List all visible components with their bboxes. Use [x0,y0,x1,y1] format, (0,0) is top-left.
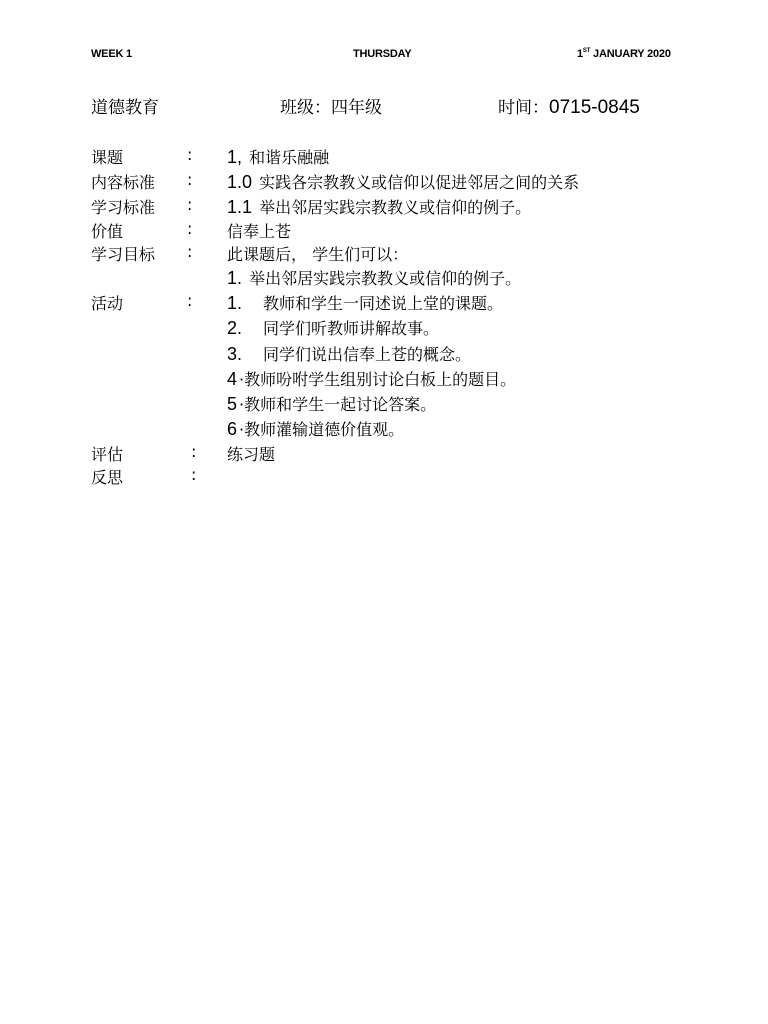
value-text: 信奉上苍 [227,222,292,241]
topic-value [227,145,329,168]
activity-text: 同学们听教师讲解故事。 [263,319,440,338]
colon: : [187,170,193,189]
date-label [577,48,671,60]
subject-title: 道德教育 [91,98,159,118]
date-rest: JANUARY 2020 [590,48,671,60]
objective-text: 举出邻居实践宗教教义或信仰的例子。 [244,269,522,288]
activity-item [227,367,516,390]
reflection-label: 反思 [91,468,124,487]
learning-standard-number: 1.1 [227,197,253,217]
colon: : [191,442,197,461]
topic-text: 和谐乐融融 [244,148,330,167]
date-suffix: ST [582,48,591,54]
content-standard-label: 内容标准 [91,173,156,192]
topic-number: 1, [227,147,243,167]
assessment-label: 评估 [91,445,124,464]
class-info [280,93,382,118]
activity-number: 5 [227,394,238,414]
date-day: 1 [577,48,583,60]
activity-item [227,417,404,440]
content-standard-number: 1.0 [227,172,253,192]
time-value: 0715-0845 [549,97,640,118]
activity-text: ·教师吩咐学生组别讨论白板上的题目。 [239,370,517,389]
activity-item [227,291,503,314]
activity-item [227,392,436,415]
activity-item [227,342,471,365]
activity-number: 3. [227,344,243,364]
objective-item [227,266,521,289]
colon: : [187,145,193,164]
activity-text: 同学们说出信奉上苍的概念。 [263,345,472,364]
time-info [498,93,640,119]
colon: : [187,195,193,214]
activity-item [227,316,439,339]
topic-label: 课题 [91,148,124,167]
content-standard-text: 实践各宗教教义或信仰以促进邻居之间的关系 [254,173,580,192]
activity-number: 6 [227,419,238,439]
week-label: WEEK 1 [91,48,132,60]
activities-label: 活动 [91,294,124,313]
activity-text: ·教师和学生一起讨论答案。 [239,395,437,414]
content-standard-value [227,170,579,193]
time-label: 时间： [498,98,549,118]
day-label: THURSDAY [353,48,412,60]
class-label: 班级： [280,98,331,118]
learning-standard-label: 学习标准 [91,198,156,217]
value-label: 价值 [91,222,124,241]
colon: : [187,291,193,310]
assessment-text: 练习题 [227,445,276,464]
colon: : [187,219,193,238]
learning-standard-text: 举出邻居实践宗教教义或信仰的例子。 [254,198,532,217]
class-value: 四年级 [331,98,382,118]
learning-standard-value [227,195,531,218]
activity-number: 2. [227,318,243,338]
colon: : [191,465,197,484]
objective-label: 学习目标 [91,245,156,264]
activity-text: 教师和学生一同述说上堂的课题。 [263,294,504,313]
activity-number: 4 [227,369,238,389]
objective-intro: 此课题后， 学生们可以： [227,245,409,264]
activity-number: 1. [227,293,243,313]
activity-text: ·教师灌输道德价值观。 [239,420,405,439]
colon: : [187,242,193,261]
objective-number: 1. [227,268,243,288]
